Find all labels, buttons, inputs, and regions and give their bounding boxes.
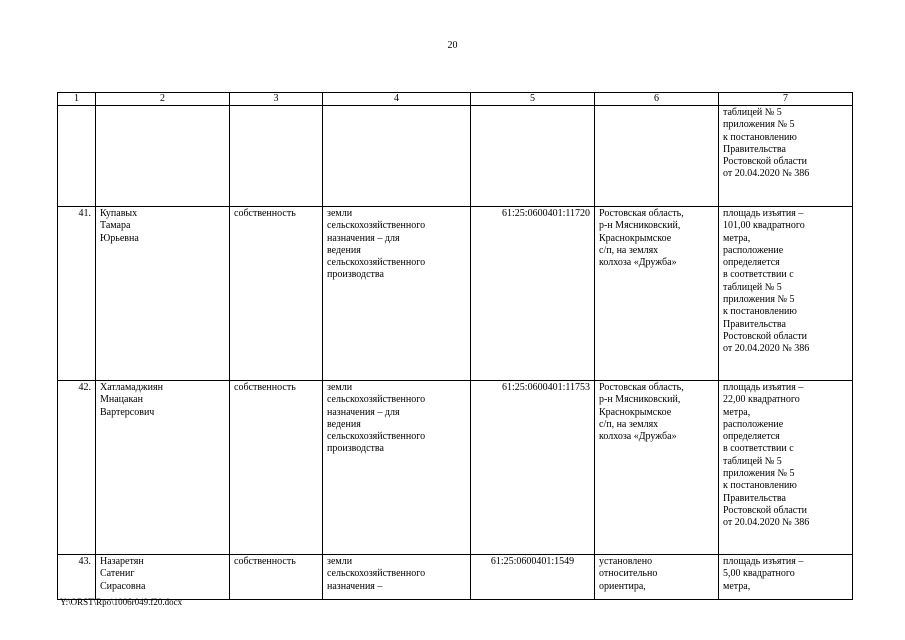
cell-num: 41. [58,207,96,381]
cell-name [96,555,230,600]
cell-cadastral: 61:25:0600401:11720 [471,207,595,381]
area-line: Правительства [723,143,786,155]
category-line: назначения – [327,580,383,592]
category-line: назначения – для [327,406,400,418]
area-line: приложения № 5 [723,294,795,306]
category-line: сельскохозяйственного [327,220,426,232]
cell-category [323,106,471,207]
area-line: Ростовской области [723,504,807,516]
area-line: приложения № 5 [723,119,795,131]
area-line: метра, [723,406,751,418]
table-row [58,207,853,381]
name-line: Назаретян [100,556,144,567]
location-line: ориентира, [599,580,646,592]
category-line: назначения – для [327,232,400,244]
location-line: р-н Мясниковский, [599,220,681,232]
cell-cadastral: 61:25:0600401:1549 [471,555,595,600]
location-line: с/п, на землях [599,244,659,256]
cell-area [719,106,853,207]
area-line: к постановлению [723,131,797,143]
location-line: Ростовская область, [599,382,684,393]
area-line: от 20.04.2020 № 386 [723,168,810,180]
location-line: Ростовская область, [599,208,684,219]
area-line: 22,00 квадратного [723,394,800,406]
cell-category [323,207,471,381]
cell-cadastral [471,106,595,207]
table-row [58,381,853,555]
area-line: приложения № 5 [723,468,795,480]
area-line: от 20.04.2020 № 386 [723,517,810,529]
header-col-7: 7 [719,93,853,106]
area-line: от 20.04.2020 № 386 [723,343,810,355]
location-line: с/п, на землях [599,418,659,430]
area-line: площадь изъятия – [723,556,804,567]
cell-right: собственность [230,207,323,381]
name-line: Сирасовна [100,580,146,592]
area-line: к постановлению [723,306,797,318]
area-line: Правительства [723,492,786,504]
name-line: Хатламаджиян [100,382,163,393]
area-line: к постановлению [723,480,797,492]
header-col-3: 3 [230,93,323,106]
name-line: Сатениг [100,568,135,580]
location-line: Краснокрымское [599,406,672,418]
cell-area [719,555,853,600]
area-line: таблицей № 5 [723,281,782,293]
cell-cadastral: 61:25:0600401:11753 [471,381,595,555]
area-line: расположение [723,244,784,256]
header-col-6: 6 [595,93,719,106]
header-col-5: 5 [471,93,595,106]
cell-right [230,106,323,207]
area-line: Ростовской области [723,330,807,342]
land-plots-table [57,92,853,600]
area-line: таблицей № 5 [723,455,782,467]
cell-name [96,381,230,555]
category-line: ведения [327,244,361,256]
cell-area [719,207,853,381]
area-line: 5,00 квадратного [723,568,795,580]
cell-name [96,207,230,381]
category-line: земли [327,382,353,393]
cell-num: 43. [58,555,96,600]
location-line: установлено [599,556,653,567]
area-line: площадь изъятия – [723,382,804,393]
name-line: Вартерсович [100,406,155,418]
category-line: производства [327,269,384,281]
category-line: производства [327,443,384,455]
area-line: метра, [723,232,751,244]
location-line: колхоза «Дружба» [599,431,677,443]
category-line: сельскохозяйственного [327,257,426,269]
location-line: относительно [599,568,658,580]
cell-area [719,381,853,555]
name-line: Юрьевна [100,232,139,244]
name-line: Тамара [100,220,131,232]
footer-file-path: Y:\ORST\Rpo\1006r049.f20.docx [60,597,183,607]
page-number: 20 [447,40,458,51]
area-line: определяется [723,257,780,269]
header-col-4: 4 [323,93,471,106]
location-line: колхоза «Дружба» [599,257,677,269]
cell-right: собственность [230,555,323,600]
area-line: в соответствии с [723,269,794,281]
cell-name [96,106,230,207]
table-row [58,555,853,600]
area-line: Ростовской области [723,156,807,168]
cell-category [323,555,471,600]
location-line: р-н Мясниковский, [599,394,681,406]
header-col-1: 1 [58,93,96,106]
cell-location [595,555,719,600]
category-line: сельскохозяйственного [327,431,426,443]
area-line: расположение [723,418,784,430]
category-line: сельскохозяйственного [327,568,426,580]
category-line: сельскохозяйственного [327,394,426,406]
cell-location [595,381,719,555]
cell-num: 42. [58,381,96,555]
cell-location [595,106,719,207]
name-line: Мнацакан [100,394,143,406]
area-line: 101,00 квадратного [723,220,805,232]
cell-category [323,381,471,555]
area-line: таблицей № 5 [723,107,782,118]
area-line: в соответствии с [723,443,794,455]
area-line: Правительства [723,318,786,330]
location-line: Краснокрымское [599,232,672,244]
area-line: определяется [723,431,780,443]
area-line: метра, [723,580,751,592]
category-line: земли [327,208,353,219]
cell-num [58,106,96,207]
area-line: площадь изъятия – [723,208,804,219]
name-line: Купавых [100,208,138,219]
cell-right: собственность [230,381,323,555]
table-header-row [58,93,853,106]
cell-location [595,207,719,381]
header-col-2: 2 [96,93,230,106]
table-row-continuation [58,106,853,207]
category-line: ведения [327,418,361,430]
category-line: земли [327,556,353,567]
